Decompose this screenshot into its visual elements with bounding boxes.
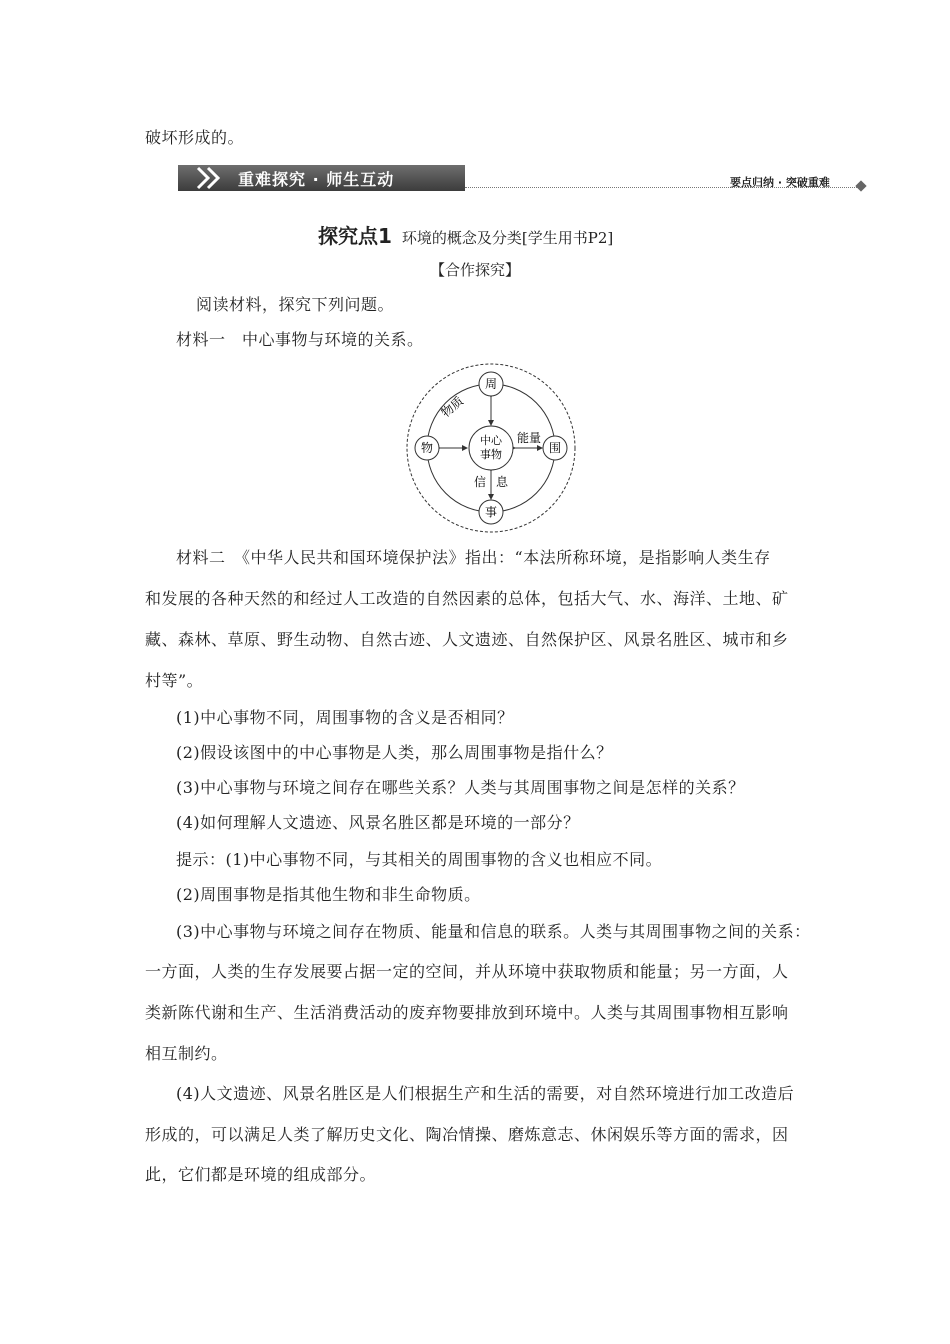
center-label-1: 中心 [480,434,502,447]
label-info-2: 息 [495,475,509,489]
section-heading [318,220,613,249]
material-two-line-2: 和发展的各种天然的和经过人工改造的自然因素的总体，包括大气、水、海洋、土地、矿 [145,589,789,608]
label-energy: 能量 [516,431,542,445]
center-label-2: 事物 [480,448,502,461]
chevron-arrows-icon [178,165,238,191]
node-top-label: 周 [484,377,498,391]
material-one: 材料一 中心事物与环境的关系。 [176,330,424,349]
answer-3-line-1: (3)中心事物与环境之间存在物质、能量和信息的联系。人类与其周围事物之间的关系： [176,922,811,941]
answer-4-line-1: (4)人文遗迹、风景名胜区是人们根据生产和生活的需要，对自然环境进行加工改造后 [176,1084,795,1103]
answer-1: 提示：(1)中心事物不同，与其相关的周围事物的含义也相应不同。 [176,850,663,869]
section-number: 探究点1 [318,224,392,248]
banner-right-text: 要点归纳 · 突破重难 [730,176,830,189]
banner-title: 重难探究 · 师生互动 [238,170,395,189]
answer-3-line-3: 类新陈代谢和生产、生活消费活动的废弃物要排放到环境中。人类与其周围事物相互影响 [145,1003,789,1022]
center-environment-diagram [405,362,577,534]
node-left-label: 物 [420,441,434,455]
label-material: 物质 [438,393,467,421]
section-title: 环境的概念及分类[学生用书P2] [401,229,614,247]
answer-4-line-3: 此，它们都是环境的组成部分。 [145,1165,377,1184]
node-right-label: 围 [548,441,562,455]
answer-2: (2)周围事物是指其他生物和非生命物质。 [176,885,481,904]
question-1: (1)中心事物不同，周围事物的含义是否相同？ [176,708,514,727]
section-banner [178,165,465,191]
label-info-1: 信 [473,475,487,489]
answer-3-line-4: 相互制约。 [145,1044,228,1063]
question-2: (2)假设该图中的中心事物是人类，那么周围事物是指什么？ [176,743,613,762]
intro-text: 阅读材料，探究下列问题。 [196,295,395,314]
question-4: (4)如何理解人文遗迹、风景名胜区都是环境的一部分？ [176,813,580,832]
node-bottom-label: 事 [484,505,498,519]
sub-heading: 【合作探究】 [429,261,520,279]
question-3: (3)中心事物与环境之间存在哪些关系？人类与其周围事物之间是怎样的关系？ [176,778,745,797]
answer-4-line-2: 形成的，可以满足人类了解历史文化、陶冶情操、磨炼意志、休闲娱乐等方面的需求，因 [145,1125,789,1144]
answer-3-line-2: 一方面，人类的生存发展要占据一定的空间，并从环境中获取物质和能量；另一方面，人 [145,962,789,981]
continuation-line: 破坏形成的。 [145,128,245,147]
material-two-line-1: 材料二 《中华人民共和国环境保护法》指出：“本法所称环境，是指影响人类生存 [176,548,771,567]
diamond-icon [855,180,866,191]
material-two-line-3: 藏、森林、草原、野生动物、自然古迹、人文遗迹、自然保护区、风景名胜区、城市和乡 [145,630,789,649]
material-two-line-4: 村等”。 [145,671,204,690]
